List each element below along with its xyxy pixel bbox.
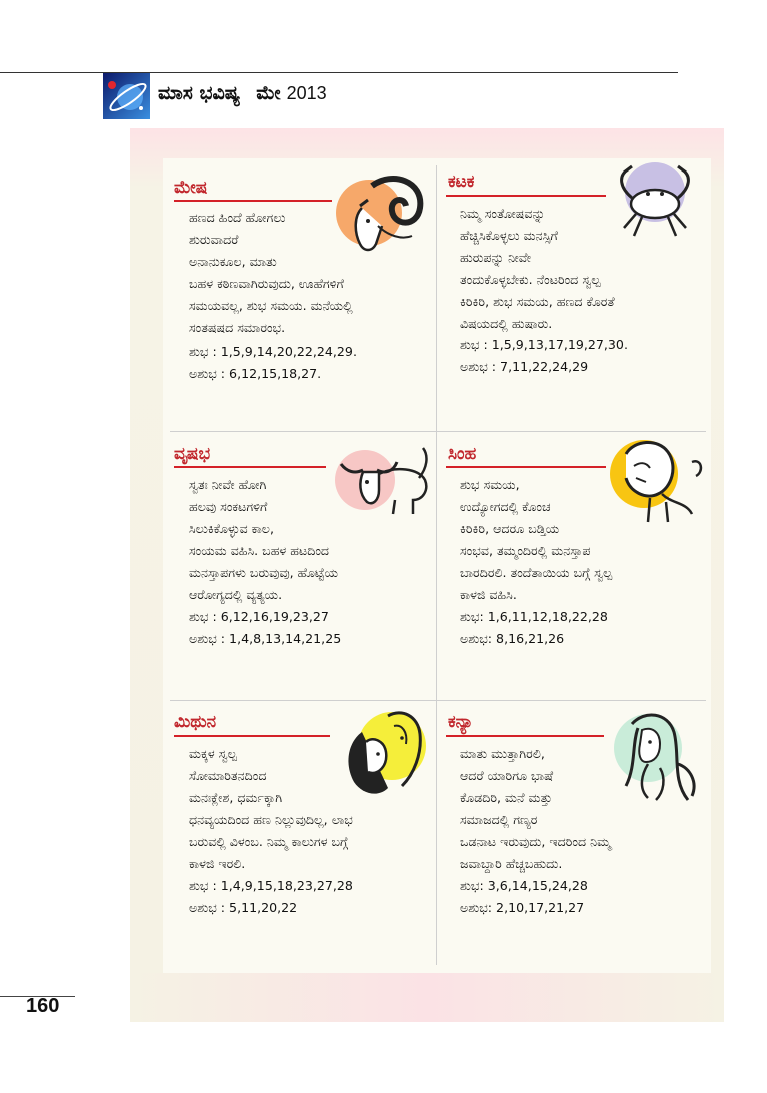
description-line: ಕಿರಿಕಿರಿ, ಶುಭ ಸಮಯ, ಹಣದ ಕೊರತೆ [460,294,615,309]
inauspicious-dates: ಅಶುಭ: 8,16,21,26 [460,631,565,646]
sign-underline [446,466,606,468]
auspicious-dates: ಶುಭ: 1,6,11,12,18,22,28 [460,609,608,624]
inauspicious-dates: ಅಶುಭ : 5,11,20,22 [189,900,298,915]
description-line: ಬಾರದಿರಲಿ. ತಂದೆತಾಯಿಯ ಬಗ್ಗೆ ಸ್ವಲ್ಪ [460,565,613,580]
auspicious-dates: ಶುಭ : 1,4,9,15,18,23,27,28 [189,878,353,893]
sign-dates [189,875,353,919]
description-line: ಸಂಯಮ ವಹಿಸಿ. ಬಹಳ ಹಟದಿಂದ [189,543,330,558]
page-number: 160 [26,995,60,1017]
description-line: ಸಮಾಜದಲ್ಲಿ ಗಣ್ಯರ [460,812,538,827]
auspicious-dates: ಶುಭ : 1,5,9,14,20,22,24,29. [189,344,357,359]
description-line: ಉದ್ಯೋಗದಲ್ಲಿ ಕೊಂಚ [460,499,551,514]
description-line: ಮನಃಕ್ಲೇಶ, ಧರ್ಮಕ್ಕಾಗಿ [189,790,283,805]
description-line: ಸ್ವತಃ ನೀವೇ ಹೋಗಿ [189,477,267,492]
description-line: ನಿಮ್ಮ ಸಂತೋಷವನ್ನು [460,206,546,221]
description-line: ಕಿರಿಕಿರಿ, ಆದರೂ ಬಡ್ತಿಯ [460,521,560,536]
description-line: ಕಾಳಜಿ ಇರಲಿ. [189,856,246,871]
maiden-icon [608,704,704,808]
crab-icon [610,158,700,250]
inauspicious-dates: ಅಶುಭ : 7,11,22,24,29 [460,359,589,374]
description-line: ಶುಭ ಸಮಯ, [460,477,520,492]
description-line: ಹಲವು ಸಂಕಟಗಳಿಗೆ [189,499,268,514]
sign-name-simha: ಸಿಂಹ [448,444,477,464]
sign-name-mesha: ಮೇಷ [174,178,208,198]
description-line: ಹಣದ ಹಿಂದೆ ಹೋಗಲು [189,210,286,225]
description-line: ಮಕ್ಕಳ ಸ್ವಲ್ಪ [189,746,237,761]
sign-name-mithuna: ಮಿಥುನ [174,712,217,732]
sign-description [189,743,353,875]
sign-underline [174,466,326,468]
description-line: ಕಾಳಜಿ ವಹಿಸಿ. [460,587,517,602]
description-line: ಸಂತಷಷದ ಸಮಾರಂಭ. [189,320,286,335]
bottom-band [130,973,724,1022]
sign-description [189,207,353,339]
sign-name-vrishabha: ವೃಷಭ [174,444,211,464]
inauspicious-dates: ಅಶುಭ : 1,4,8,13,14,21,25 [189,631,342,646]
lion-icon [606,432,706,528]
description-line: ಶುರುವಾದರೆ [189,232,239,247]
description-line: ಸಮಯವಲ್ಲ, ಶುಭ ಸಮಯ. ಮನೆಯಲ್ಲಿ [189,298,353,313]
auspicious-dates: ಶುಭ: 3,6,14,15,24,28 [460,878,588,893]
sign-dates [189,341,357,385]
description-line: ತಂದುಕೊಳ್ಳಬೇಕು. ನೆಂಟರಿಂದ ಸ್ವಲ್ಪ [460,272,601,287]
description-line: ಮನಸ್ತಾಪಗಳು ಬರುವುವು, ಹೊಟ್ಟೆಯ [189,565,339,580]
header-year: 2013 [286,83,327,103]
description-line: ಹುರುಪನ್ನು ನೀವೇ [460,250,532,265]
column-divider [436,165,437,965]
sign-underline [446,195,606,197]
description-line: ಕೊಡದಿರಿ, ಮನೆ ಮತ್ತು [460,790,553,805]
sign-name-kanya: ಕನ್ಯಾ [448,712,474,732]
description-line: ವಿಷಯದಲ್ಲಿ ಹುಷಾರು. [460,316,553,331]
auspicious-dates: ಶುಭ : 1,5,9,13,17,19,27,30. [460,337,628,352]
header-title [158,82,327,104]
header-section-title: ಮಾಸ ಭವಿಷ್ಯ [158,82,241,104]
sign-underline [446,735,604,737]
sign-dates [460,606,608,650]
description-line: ಹೆಚ್ಚಿಸಿಕೊಳ್ಳಲು ಮನಸ್ಸಿಗೆ [460,228,558,243]
sign-dates [460,334,628,378]
row-divider [170,700,706,701]
description-line: ಧನವ್ಯಯದಿಂದ ಹಣ ನಿಲ್ಲುವುದಿಲ್ಲ, ಲಾಭ [189,812,353,827]
description-line: ಬಹಳ ಕಠಿಣವಾಗಿರುವುದು, ಊಹೆಗಳಿಗೆ [189,276,344,291]
sign-name-kataka: ಕಟಕ [448,172,475,192]
description-line: ಅನಾನುಕೂಲ, ಮಾತು [189,254,277,269]
inauspicious-dates: ಅಶುಭ : 6,12,15,18,27. [189,366,322,381]
sign-dates [189,606,341,650]
description-line: ಮಾತು ಮುತ್ತಾಗಿರಲಿ, [460,746,545,761]
description-line: ಸೋಮಾರಿತನದಿಂದ [189,768,267,783]
description-line: ಆದರೆ ಯಾರಿಗೂ ಭಾಷೆ [460,768,554,783]
sign-underline [174,200,332,202]
sign-description [460,203,615,335]
sign-description [460,743,611,875]
bull-icon [333,438,433,518]
sign-dates [460,875,588,919]
header-month: ಮೇ [256,82,281,104]
description-line: ಆರೋಗ್ಯದಲ್ಲಿ ವ್ಯತ್ಯಯ. [189,587,283,602]
sign-description [189,474,338,606]
top-rule [0,72,678,73]
inauspicious-dates: ಅಶುಭ: 2,10,17,21,27 [460,900,585,915]
sign-underline [174,735,330,737]
auspicious-dates: ಶುಭ : 6,12,16,19,23,27 [189,609,329,624]
description-line: ಸಿಲುಕಿಕೊಳ್ಳುವ ಕಾಲ, [189,521,274,536]
description-line: ಸಂಭವ, ತಮ್ಮಂದಿರಲ್ಲಿ ಮನಸ್ತಾಪ [460,543,591,558]
sign-description [460,474,612,606]
description-line: ಬರುವಲ್ಲಿ ವಿಳಂಬ. ನಿಮ್ಮ ಕಾಲುಗಳ ಬಗ್ಗೆ [189,834,349,849]
description-line: ಜವಾಬ್ದಾರಿ ಹೆಚ್ಚಬಹುದು. [460,856,563,871]
zodiac-logo-icon [103,73,150,119]
description-line: ಒಡನಾಟ ಇರುವುದು, ಇದರಿಂದ ನಿಮ್ಮ [460,834,611,849]
